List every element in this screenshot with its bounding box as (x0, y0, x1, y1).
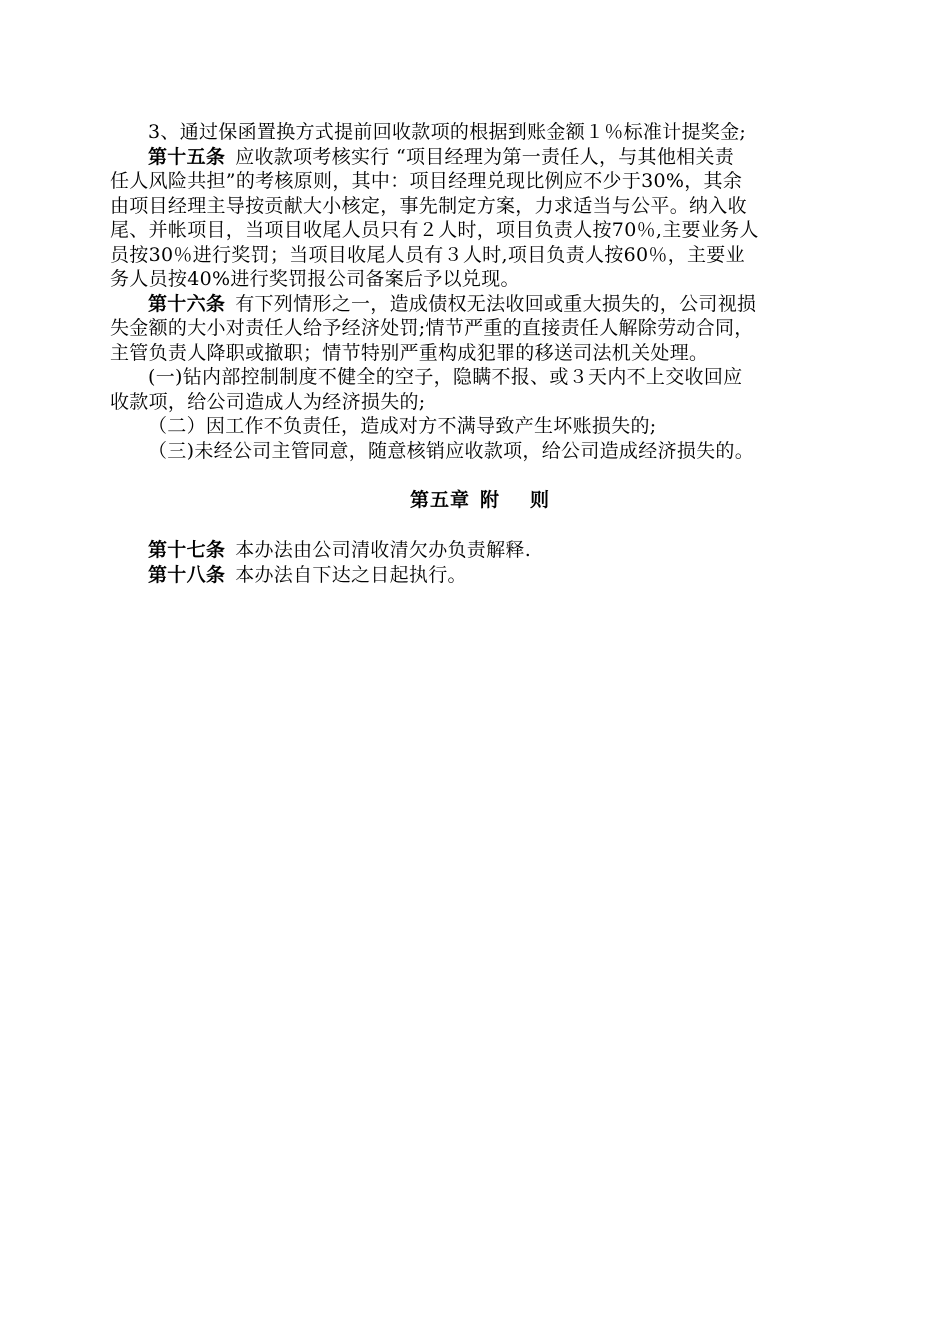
chapter-5-word-1: 附 (479, 489, 500, 511)
article-15-line-4: 尾、并帐项目，当项目收尾人员只有２人时，项目负责人按70％,主要业务人 (110, 219, 759, 241)
article-15-line-3: 由项目经理主导按贡献大小核定，事先制定方案，力求适当与公平。纳入收 (110, 194, 747, 217)
article-17 (110, 538, 850, 563)
article-16-label: 第十六条 (148, 292, 226, 315)
article-15-line-1 (110, 145, 850, 170)
article-16-item-1-line-2: 收款项，给公司造成人为经济损失的; (110, 390, 426, 413)
chapter-5-title (110, 485, 850, 512)
chapter-5-number: 第五章 (409, 489, 470, 511)
article-17-text: 本办法由公司清收清欠办负责解释. (235, 539, 532, 561)
article-18 (110, 563, 850, 588)
paragraph-3: 3、通过保函置换方式提前回收款项的根据到账金额１％标准计提奖金; (148, 121, 747, 143)
article-18-text: 本办法自下达之日起执行。 (235, 563, 467, 586)
article-16 (110, 292, 850, 464)
article-15-line-2: 任人风险共担”的考核原则，其中：项目经理兑现比例应不少于30%，其余 (110, 170, 743, 192)
article-16-line-3: 主管负责人降职或撤职；情节特别严重构成犯罪的移送司法机关处理。 (110, 341, 709, 364)
article-16-item-3: （三)未经公司主管同意，随意核销应收款项，给公司造成经济损失的。 (148, 439, 755, 462)
article-16-line-2: 失金额的大小对责任人给予经济处罚;情节严重的直接责任人解除劳动合同， (110, 317, 754, 339)
article-16-line-1 (110, 292, 850, 317)
article-15-text-1: 应收款项考核实行 “项目经理为第一责任人，与其他相关责 (235, 145, 735, 168)
article-15-label: 第十五条 (148, 145, 226, 168)
article-18-label: 第十八条 (148, 563, 226, 586)
article-17-label: 第十七条 (148, 539, 226, 561)
article-16-item-1-line-1: (一)钻内部控制制度不健全的空子，隐瞒不报、或３天内不上交收回应 (148, 366, 743, 388)
chapter-5-word-2: 则 (530, 489, 551, 511)
article-15-line-6: 务人员按40%进行奖罚报公司备案后予以兑现。 (110, 268, 520, 290)
article-15-line-5: 员按30％进行奖罚；当项目收尾人员有３人时,项目负责人按60％，主要业 (110, 243, 745, 266)
article-16-item-2: （二）因工作不负责任，造成对方不满导致产生坏账损失的; (148, 415, 657, 437)
article-15 (110, 145, 850, 292)
article-16-text-1: 有下列情形之一，造成债权无法收回或重大损失的，公司视损 (235, 292, 757, 315)
document-body (110, 120, 850, 587)
